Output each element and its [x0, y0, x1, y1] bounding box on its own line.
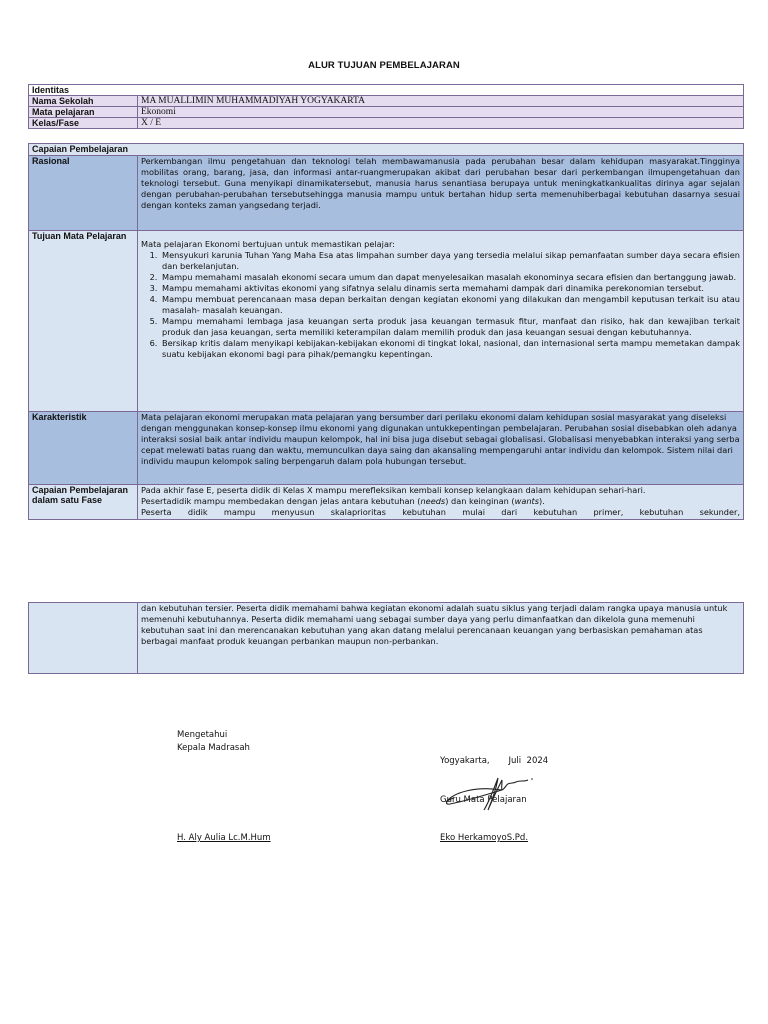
fase-continuation-row — [29, 603, 744, 674]
identitas-label-mata-pelajaran: Mata pelajaran — [29, 107, 138, 118]
signature-left-line-2: Kepala Madrasah — [177, 743, 250, 753]
tujuan-item: 6. Bersikap kritis dalam menyikapi kebijakan-kebijakan ekonomi di tingkat lokal, nasional, dan internasional serta mampu memetakan dampak suatu kebijakan ekonomi bagi para pihak/pemangku kepentingan. — [160, 338, 740, 360]
document-title: ALUR TUJUAN PEMBELAJARAN — [308, 60, 460, 71]
signature-right-line-1: Yogyakarta, Juli 2024 — [440, 756, 549, 766]
tujuan-content — [138, 231, 744, 412]
identitas-header-row — [29, 85, 744, 96]
karakteristik-label: Karakteristik — [29, 412, 138, 485]
fase-line-3: Peserta didik mampu menyusun skalaprioritas kebutuhan mulai dari kebutuhan primer, kebutuhan sekunder, — [141, 507, 740, 517]
rasional-text: Perkembangan ilmu pengetahuan dan teknologi telah membawamanusia pada perubahan besar dalam kehidupan masyarakat.Tingginya mobilitas orang, barang, jasa, dan informasi antar-ruangmerupakan akibat dari perubahan besar dari perkembangan ilmupengetahuan dan teknologi tersebut. Guna menyikapi dinamikatersebut, manusia harus senantiasa berupaya untuk meningkatkankualitas dirinya agar sejalan dengan perubahan-perubahan tersebutsehingga manusia mampu untuk bertahan hidup serta memenuhiberbagai kebutuhan dasarnya sesuai dengan konteks zaman yangsedang terjadi. — [138, 156, 744, 231]
fase-row — [29, 485, 744, 520]
tujuan-item: 2. Mampu memahami masalah ekonomi secara umum dan dapat menyelesaikan masalah ekonominya secara efisien dan bertanggung jawab. — [160, 272, 740, 283]
fase-content — [138, 485, 744, 520]
fase-label: Capaian Pembelajaran dalam satu Fase — [29, 485, 138, 520]
rasional-row — [29, 156, 744, 231]
handwritten-signature-icon — [440, 770, 540, 830]
fase-line-1: Pada akhir fase E, peserta didik di Kelas X mampu merefleksikan kembali konsep kelangkaan dalam kehidupan sehari-hari. — [141, 485, 646, 495]
identitas-value-nama-sekolah: MA MUALLIMIN MUHAMMADIYAH YOGYAKARTA — [138, 96, 744, 107]
signature-left-name: H. Aly Aulia Lc.M.Hum — [177, 833, 271, 843]
tujuan-row — [29, 231, 744, 412]
identitas-header: Identitas — [29, 85, 744, 96]
capaian-continuation-table — [28, 602, 744, 674]
signature-left-line-1: Mengetahui — [177, 730, 228, 740]
identitas-value-mata-pelajaran: Ekonomi — [138, 107, 744, 118]
karakteristik-row — [29, 412, 744, 485]
fase-continuation-label-cell — [29, 603, 138, 674]
capaian-header-row — [29, 144, 744, 156]
identitas-row — [29, 118, 744, 129]
tujuan-list — [141, 250, 740, 360]
capaian-table — [28, 143, 744, 520]
tujuan-item: 4. Mampu membuat perencanaan masa depan berkaitan dengan kegiatan ekonomi yang dilakukan dan mengambil keputusan terkait isu atau masalah- masalah keuangan. — [160, 294, 740, 316]
fase-continuation-text: dan kebutuhan tersier. Peserta didik memahami bahwa kegiatan ekonomi adalah suatu siklus yang terjadi dalam rangka upaya manusia untuk memenuhi kebutuhannya. Peserta didik memahami uang sebagai sumber daya yang perlu dimanfaatkan dan dikelola guna memenuhi kebutuhan saat ini dan merencanakan kebutuhan yang akan datang melalui perencanaan keuangan yang berbasiskan pemahaman atas berbagai manfaat produk keuangan perbankan maupun non-perbankan. — [138, 603, 744, 674]
signature-left — [177, 729, 250, 755]
identitas-row — [29, 96, 744, 107]
capaian-header: Capaian Pembelajaran — [29, 144, 744, 156]
tujuan-item: 3. Mampu memahami aktivitas ekonomi yang sifatnya selalu dinamis serta memahami dampak dari dinamika perekonomian tersebut. — [160, 283, 740, 294]
tujuan-item: 5. Mampu memahami lembaga jasa keuangan serta produk jasa keuangan termasuk fitur, manfaat dan risiko, hak dan kewajiban terkait produk dan jasa keuangan, serta memiliki keterampilan dalam memilih produk dan jasa keuangan sesuai dengan kebutuhannya. — [160, 316, 740, 338]
identitas-value-kelas-fase: X / E — [138, 118, 744, 129]
signature-right-name: Eko HerkamoyoS.Pd. — [440, 833, 529, 843]
rasional-label: Rasional — [29, 156, 138, 231]
identitas-label-kelas-fase: Kelas/Fase — [29, 118, 138, 129]
signature-right-line-2: Guru Mata Pelajaran — [440, 795, 527, 805]
tujuan-label: Tujuan Mata Pelajaran — [29, 231, 138, 412]
identitas-label-nama-sekolah: Nama Sekolah — [29, 96, 138, 107]
tujuan-item: 1. Mensyukuri karunia Tuhan Yang Maha Esa atas limpahan sumber daya yang tersedia melalui sikap pemanfaatan sumber daya secara efisien dan berkelanjutan. — [160, 250, 740, 272]
karakteristik-text: Mata pelajaran ekonomi merupakan mata pelajaran yang bersumber dari perilaku ekonomi dalam kehidupan sosial masyarakat yang diseleksi dengan menggunakan konsep-konsep ilmu ekonomi yang digunakan untukkepentingan pembelajaran. Perubahan sosial disebabkan oleh adanya interaksi sosial baik antar individu maupun kelompok, hal ini bisa juga disebut sebagai globalisasi. Globalisasi menyebabkan interaksi yang serba cepat melewati batas ruang dan waktu, memunculkan daya saing dan akansaling mempengaruhi antar individu dan kelompok. Sistem nilai dari individu maupun kelompok saling berpengaruh dalam pola hubungan tersebut. — [138, 412, 744, 485]
identitas-row — [29, 107, 744, 118]
identitas-table — [28, 84, 744, 129]
tujuan-intro: Mata pelajaran Ekonomi bertujuan untuk memastikan pelajar: — [141, 239, 395, 249]
fase-line-2: Pesertadidik mampu membedakan dengan jelas antara kebutuhan (needs) dan keinginan (wants). — [141, 496, 545, 506]
